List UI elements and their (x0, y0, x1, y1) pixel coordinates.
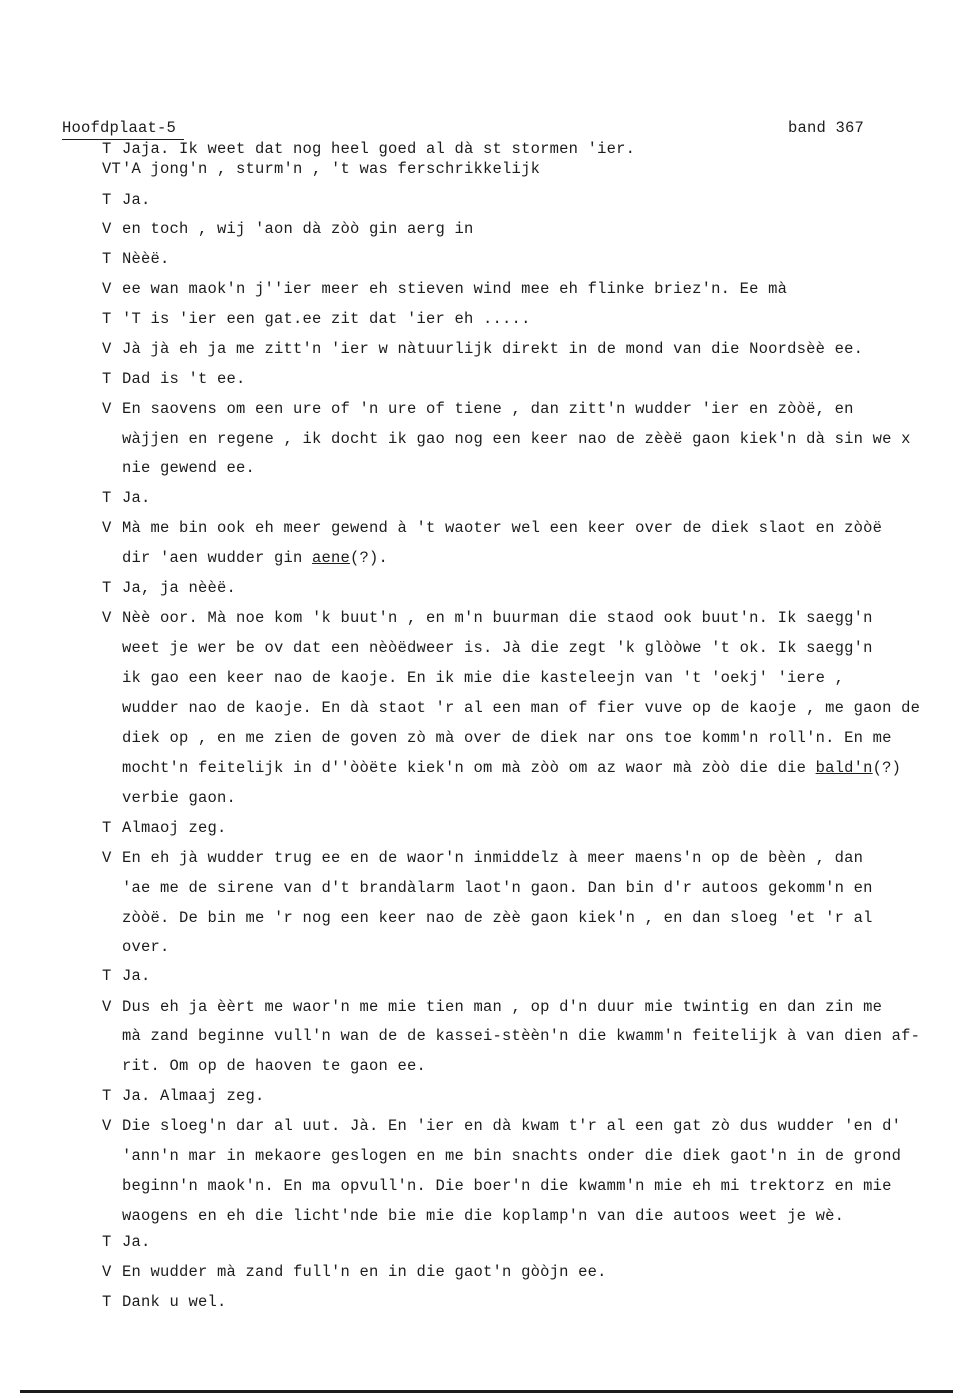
utterance-segment: en toch , wij 'aon dà zòò gin aerg in (122, 220, 474, 238)
speaker-label: T (102, 819, 112, 837)
utterance-text (122, 729, 892, 747)
utterance-text (122, 1057, 426, 1075)
speaker-label: T (102, 1087, 112, 1105)
utterance-text (122, 1263, 607, 1281)
utterance-segment: Ja, ja nèèë. (122, 579, 237, 597)
utterance-segment: beginn'n maok'n. En ma opvull'n. Die boer'n die kwamm'n mie eh mi trektorz en mie (122, 1177, 892, 1195)
utterance-text (122, 1027, 920, 1045)
utterance-segment: Nèè oor. Mà noe kom 'k buut'n , en m'n buurman die staod ook buut'n. Ik saegg'n (122, 609, 873, 627)
utterance-segment: Ja. (122, 489, 151, 507)
utterance-text (122, 1147, 901, 1165)
utterance-segment: Ja. Almaaj zeg. (122, 1087, 265, 1105)
utterance-text (122, 967, 151, 985)
bottom-rule (20, 1390, 953, 1393)
utterance-text (122, 819, 227, 837)
speaker-label: T (102, 191, 112, 209)
utterance-segment: verbie gaon. (122, 789, 237, 807)
utterance-segment: weet je wer be ov dat een nèòëdweer is. Jà die zegt 'k glòòwe 't ok. Ik saegg'n (122, 639, 873, 657)
speaker-label: VT (102, 160, 122, 178)
utterance-text (122, 459, 255, 477)
speaker-label: T (102, 140, 112, 158)
utterance-text (122, 1177, 892, 1195)
utterance-segment: 'A jong'n , sturm'n , 't was ferschrikkelijk (122, 160, 541, 178)
utterance-segment: En wudder mà zand full'n en in die gaot'n gòòjn ee. (122, 1263, 607, 1281)
utterance-text (122, 1207, 844, 1225)
utterance-segment: ee wan maok'n j''ier meer eh stieven wind mee eh flinke briez'n. Ee mà (122, 280, 788, 298)
utterance-segment: 'ann'n mar in mekaore geslogen en me bin snachts onder die diek gaot'n in de grond (122, 1147, 902, 1165)
uncertain-word: bald'n (815, 759, 873, 777)
utterance-text (122, 879, 873, 897)
speaker-label: T (102, 489, 112, 507)
utterance-segment: mà zand beginne vull'n wan de de kassei-stèèn'n die kwamm'n feitelijk à van dien af- (122, 1027, 921, 1045)
utterance-text (122, 191, 151, 209)
utterance-text (122, 280, 787, 298)
utterance-text (122, 549, 388, 567)
speaker-label: T (102, 1293, 112, 1311)
utterance-text (122, 1087, 265, 1105)
utterance-segment: Dus eh ja èèrt me waor'n me mie tien man , op d'n duur mie twintig en dan zin me (122, 998, 883, 1016)
utterance-text (122, 310, 531, 328)
document-title: Hoofdplaat-5 (62, 119, 177, 137)
speaker-label: T (102, 370, 112, 388)
speaker-label: V (102, 998, 112, 1016)
utterance-text (122, 849, 863, 867)
utterance-segment: nie gewend ee. (122, 459, 256, 477)
utterance-text (122, 519, 882, 537)
utterance-segment: En saovens om een ure of 'n ure of tiene , dan zitt'n wudder 'ier en zòòë, en (122, 400, 854, 418)
utterance-segment: Ja. (122, 191, 151, 209)
utterance-text (122, 370, 246, 388)
utterance-text (122, 250, 170, 268)
utterance-segment: mocht'n feitelijk in d''òòëte kiek'n om mà zòò om az waor mà zòò die die (122, 759, 816, 777)
utterance-text (122, 220, 474, 238)
utterance-text (122, 489, 151, 507)
utterance-segment: En eh jà wudder trug ee en de waor'n inmiddelz à meer maens'n op de bèèn , dan (122, 849, 864, 867)
utterance-segment: ik gao een keer nao de kaoje. En ik mie die kasteleejn van 't 'oekj' 'iere , (122, 669, 845, 687)
utterance-text (122, 938, 170, 956)
speaker-label: V (102, 280, 112, 298)
speaker-label: T (102, 310, 112, 328)
utterance-text (122, 160, 540, 178)
speaker-label: T (102, 250, 112, 268)
utterance-text (122, 579, 236, 597)
utterance-text (122, 1117, 901, 1135)
utterance-segment: Ja. (122, 967, 151, 985)
utterance-segment: diek op , en me zien de goven zò mà over de diek nar ons toe komm'n roll'n. En me (122, 729, 892, 747)
utterance-segment: 'T is 'ier een gat.ee zit dat 'ier eh ..... (122, 310, 531, 328)
utterance-text (122, 400, 854, 418)
utterance-segment: Dank u wel. (122, 1293, 227, 1311)
band-number: band 367 (788, 119, 865, 137)
utterance-text (122, 1233, 151, 1251)
utterance-segment: dir 'aen wudder gin (122, 549, 313, 567)
utterance-segment: waogens en eh die licht'nde bie mie die koplamp'n van die autoos weet je wè. (122, 1207, 845, 1225)
uncertainty-mark: (?). (350, 549, 389, 567)
uncertainty-mark: (?) (872, 759, 902, 777)
utterance-segment: zòòë. De bin me 'r nog een keer nao de zèè gaon kiek'n , en dan sloeg 'et 'r al (122, 909, 873, 927)
utterance-text (122, 998, 882, 1016)
speaker-label: V (102, 849, 112, 867)
utterance-text (122, 789, 236, 807)
utterance-segment: Jaja. Ik weet dat nog heel goed al dà st stormen 'ier. (122, 140, 636, 158)
utterance-text (122, 669, 844, 687)
speaker-label: V (102, 1117, 112, 1135)
utterance-segment: Jà jà eh ja me zitt'n 'ier w nàtuurlijk direkt in de mond van die Noordsèè ee. (122, 340, 864, 358)
utterance-text (122, 140, 635, 158)
utterance-text (122, 609, 873, 627)
utterance-segment: 'ae me de sirene van d't brandàlarm laot'n gaon. Dan bin d'r autoos gekomm'n en (122, 879, 873, 897)
utterance-segment: Die sloeg'n dar al uut. Jà. En 'ier en dà kwam t'r al een gat zò dus wudder 'en d' (122, 1117, 902, 1135)
uncertain-word: aene (312, 549, 351, 567)
utterance-segment: Dad is 't ee. (122, 370, 246, 388)
utterance-text (122, 430, 911, 448)
utterance-segment: wàjjen en regene , ik docht ik gao nog een keer nao de zèèë gaon kiek'n dà sin we x (122, 430, 911, 448)
speaker-label: T (102, 1233, 112, 1251)
utterance-segment: rit. Om op de haoven te gaon ee. (122, 1057, 427, 1075)
utterance-text (122, 1293, 227, 1311)
utterance-text (122, 699, 920, 717)
utterance-segment: over. (122, 938, 170, 956)
speaker-label: V (102, 340, 112, 358)
utterance-text (122, 340, 863, 358)
speaker-label: V (102, 400, 112, 418)
speaker-label: V (102, 220, 112, 238)
utterance-text (122, 759, 901, 777)
utterance-segment: Nèèë. (122, 250, 170, 268)
speaker-label: V (102, 519, 112, 537)
speaker-label: T (102, 579, 112, 597)
speaker-label: V (102, 609, 112, 627)
utterance-text (122, 639, 873, 657)
utterance-text (122, 909, 873, 927)
utterance-segment: wudder nao de kaoje. En dà staot 'r al een man of fier vuve op de kaoje , me gaon de (122, 699, 921, 717)
speaker-label: T (102, 967, 112, 985)
utterance-segment: Mà me bin ook eh meer gewend à 't waoter wel een keer over de diek slaot en zòòë (122, 519, 883, 537)
utterance-segment: Almaoj zeg. (122, 819, 227, 837)
speaker-label: V (102, 1263, 112, 1281)
utterance-segment: Ja. (122, 1233, 151, 1251)
